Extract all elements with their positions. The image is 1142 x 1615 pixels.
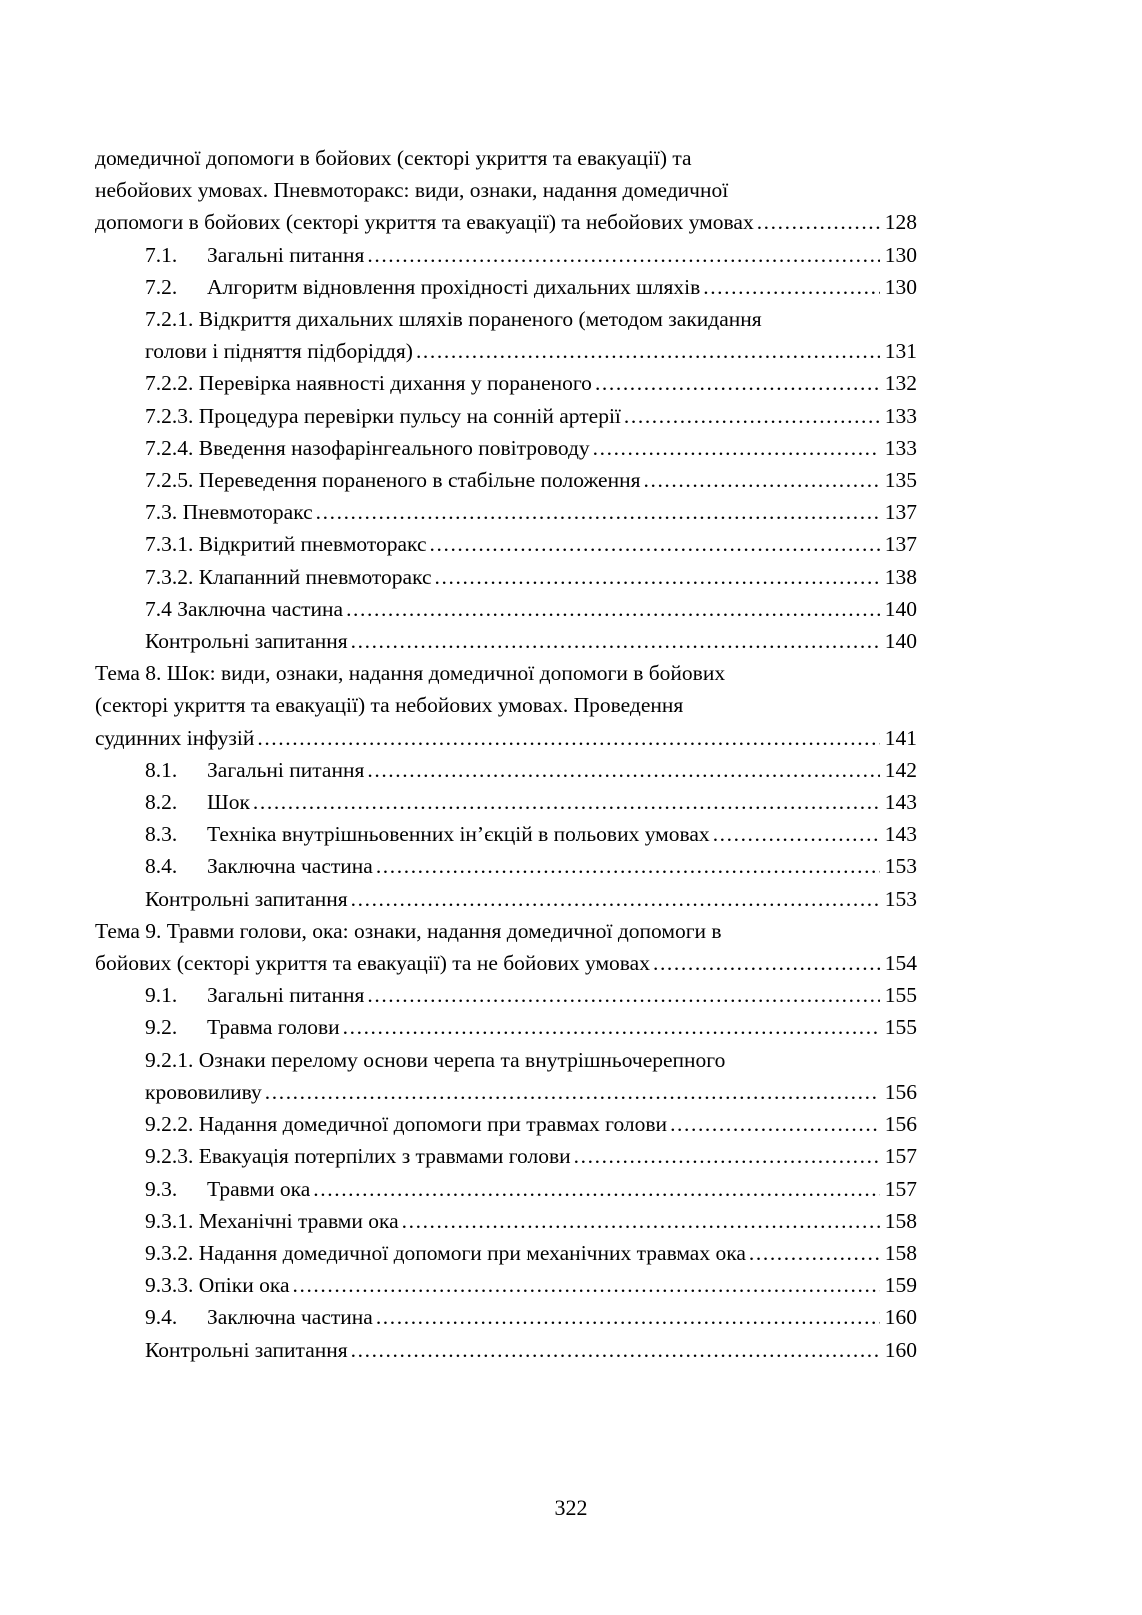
dot-leader [367, 239, 879, 271]
toc-entry-page: 155 [884, 983, 917, 1008]
toc-entry-page: 132 [884, 371, 917, 396]
toc-line [95, 1173, 917, 1205]
toc-entry-text: 7.3.1. Відкритий пневмоторакс [145, 532, 427, 557]
toc-entry-text: 7.2.5. Переведення пораненого в стабільне положення [145, 468, 641, 493]
toc-entry-number: 7.1. [145, 242, 178, 267]
toc-entry-text: Контрольні запитання [145, 886, 348, 911]
toc-entry-page: 133 [884, 435, 917, 460]
toc-entry-text: 7.2.2. Перевірка наявності дихання у пораненого [145, 371, 592, 396]
toc-entry-page: 137 [884, 532, 917, 557]
toc-entry-page: 140 [884, 596, 917, 621]
toc-entry-text: 7.4 Заключна частина [145, 596, 344, 621]
dot-leader [367, 754, 879, 786]
dot-leader [367, 979, 879, 1011]
toc-entry-number: 9.2. [145, 1015, 178, 1040]
toc-entry-page: 156 [884, 1079, 917, 1104]
toc-entry-page: 158 [884, 1240, 917, 1265]
toc-entry-text: Шок [207, 790, 250, 815]
toc-line [95, 1237, 917, 1269]
toc-entry-page: 135 [884, 468, 917, 493]
toc-entry-page: 157 [884, 1144, 917, 1169]
toc-entry-page: 133 [884, 403, 917, 428]
toc-entry-number: 7.2. [145, 274, 178, 299]
toc-line [95, 979, 917, 1011]
toc-line [95, 400, 917, 432]
toc-entry-page: 138 [884, 564, 917, 589]
toc-entry-text: 9.3.1. Механічні травми ока [145, 1208, 399, 1233]
toc-entry-number: 9.4. [145, 1305, 178, 1330]
toc-entry-page: 141 [884, 725, 917, 750]
toc-line [95, 367, 917, 399]
dot-leader [749, 1237, 880, 1269]
dot-leader [670, 1108, 880, 1140]
toc-entry-page: 160 [884, 1305, 917, 1330]
dot-leader [376, 1301, 880, 1333]
toc-entry-text: Контрольні запитання [145, 1337, 348, 1362]
toc-line [95, 142, 917, 174]
toc-line [95, 1334, 917, 1366]
toc-line [95, 1011, 917, 1043]
dot-leader [351, 1334, 880, 1366]
toc-line [95, 1108, 917, 1140]
dot-leader [595, 367, 880, 399]
toc-entry-number: 8.1. [145, 757, 178, 782]
dot-leader [703, 271, 880, 303]
toc-line [95, 1269, 917, 1301]
toc-entry-text: 7.2.1. Відкриття дихальних шляхів пораненого (методом закидання [145, 307, 762, 332]
dot-leader [402, 1205, 880, 1237]
dot-leader [574, 1140, 880, 1172]
toc-line [95, 206, 917, 238]
toc-line [95, 271, 917, 303]
toc-line [95, 496, 917, 528]
toc-entry-text: бойових (секторі укриття та евакуації) та не бойових умовах [95, 951, 650, 976]
toc-entry-text: 9.2.1. Ознаки перелому основи черепа та внутрішньочерепного [145, 1047, 726, 1072]
toc-entry-text: (секторі укриття та евакуації) та небойових умовах. Проведення [95, 693, 684, 718]
toc-entry-page: 131 [884, 339, 917, 364]
toc-entry-text: 7.3.2. Клапанний пневмоторакс [145, 564, 432, 589]
dot-leader [343, 1011, 880, 1043]
toc-entry-page: 153 [884, 886, 917, 911]
toc-line [95, 754, 917, 786]
toc-line [95, 1044, 917, 1076]
toc-entry-text: голови і підняття підборіддя) [145, 339, 413, 364]
toc-line [95, 561, 917, 593]
toc-entry-text: 9.3.2. Надання домедичної допомоги при механічних травмах ока [145, 1240, 746, 1265]
dot-leader [653, 947, 880, 979]
dot-leader [435, 561, 880, 593]
toc-entry-text: Заключна частина [207, 1305, 373, 1330]
toc-entry-page: 142 [884, 757, 917, 782]
dot-leader [253, 786, 880, 818]
toc-line [95, 464, 917, 496]
toc-entry-text: Загальні питання [207, 242, 365, 267]
toc-entry-page: 159 [884, 1273, 917, 1298]
toc-entry-page: 158 [884, 1208, 917, 1233]
toc-line [95, 335, 917, 367]
toc-line [95, 239, 917, 271]
toc-entry-page: 143 [884, 822, 917, 847]
toc-line [95, 850, 917, 882]
toc-line [95, 722, 917, 754]
toc-entry-text: Тема 8. Шок: види, ознаки, надання домедичної допомоги в бойових [95, 661, 726, 686]
toc-entry-page: 160 [884, 1337, 917, 1362]
toc-entry-number: 8.4. [145, 854, 178, 879]
toc-entry-page: 157 [884, 1176, 917, 1201]
page-number: 322 [554, 1495, 588, 1520]
toc-entry-text: судинних інфузій [95, 725, 255, 750]
toc-line [95, 1301, 917, 1333]
toc-entry-text: Заключна частина [207, 854, 373, 879]
toc-entry-text: Травма голови [207, 1015, 340, 1040]
toc-line [95, 915, 917, 947]
dot-leader [293, 1269, 880, 1301]
toc-entry-text: Загальні питання [207, 983, 365, 1008]
dot-leader [416, 335, 880, 367]
toc-line [95, 528, 917, 560]
toc-entry-page: 155 [884, 1015, 917, 1040]
toc-line [95, 657, 917, 689]
toc-entry-number: 9.1. [145, 983, 178, 1008]
toc-line [95, 786, 917, 818]
toc-entry-text: Алгоритм відновлення прохідності дихальних шляхів [207, 274, 701, 299]
toc-line [95, 432, 917, 464]
dot-leader [351, 625, 880, 657]
toc-entry-text: 9.3.3. Опіки ока [145, 1273, 290, 1298]
toc-entry-text: 7.2.3. Процедура перевірки пульсу на сонній артерії [145, 403, 621, 428]
toc-entry-page: 137 [884, 500, 917, 525]
dot-leader [593, 432, 880, 464]
toc-entry-text: 7.2.4. Введення назофарінгеального повітроводу [145, 435, 590, 460]
page-footer [0, 1495, 1142, 1521]
dot-leader [757, 206, 880, 238]
dot-leader [713, 818, 880, 850]
toc-entry-text: Тема 9. Травми голови, ока: ознаки, надання домедичної допомоги в [95, 918, 722, 943]
toc-line [95, 883, 917, 915]
table-of-contents [95, 142, 917, 1366]
toc-entry-text: 9.2.3. Евакуація потерпілих з травмами голови [145, 1144, 571, 1169]
toc-entry-number: 8.3. [145, 822, 178, 847]
toc-entry-text: Травми ока [207, 1176, 311, 1201]
toc-entry-text: Техніка внутрішньовенних ін’єкцій в польових умовах [207, 822, 710, 847]
toc-entry-page: 153 [884, 854, 917, 879]
toc-line [95, 689, 917, 721]
toc-entry-number: 9.3. [145, 1176, 178, 1201]
toc-entry-page: 140 [884, 629, 917, 654]
dot-leader [346, 593, 880, 625]
toc-entry-page: 156 [884, 1112, 917, 1137]
dot-leader [313, 1173, 879, 1205]
dot-leader [644, 464, 880, 496]
toc-entry-text: крововиливу [145, 1079, 262, 1104]
toc-entry-text: Загальні питання [207, 757, 365, 782]
toc-entry-text: 9.2.2. Надання домедичної допомоги при травмах голови [145, 1112, 668, 1137]
toc-line [95, 1076, 917, 1108]
dot-leader [257, 722, 879, 754]
toc-entry-text: допомоги в бойових (секторі укриття та евакуації) та небойових умовах [95, 210, 754, 235]
toc-entry-text: домедичної допомоги в бойових (секторі укриття та евакуації) та [95, 146, 692, 170]
toc-entry-page: 128 [884, 210, 917, 235]
toc-entry-page: 130 [884, 242, 917, 267]
toc-entry-number: 8.2. [145, 790, 178, 815]
toc-entry-text: небойових умовах. Пневмоторакс: види, ознаки, надання домедичної [95, 178, 729, 203]
dot-leader [624, 400, 880, 432]
toc-entry-text: 7.3. Пневмоторакс [145, 500, 313, 525]
dot-leader [351, 883, 880, 915]
dot-leader [430, 528, 880, 560]
toc-line [95, 947, 917, 979]
dot-leader [316, 496, 880, 528]
toc-line [95, 1140, 917, 1172]
toc-line [95, 1205, 917, 1237]
dot-leader [376, 850, 880, 882]
toc-line [95, 174, 917, 206]
toc-entry-page: 154 [884, 951, 917, 976]
toc-line [95, 818, 917, 850]
toc-entry-page: 143 [884, 790, 917, 815]
dot-leader [265, 1076, 880, 1108]
toc-line [95, 593, 917, 625]
toc-entry-text: Контрольні запитання [145, 629, 348, 654]
toc-line [95, 303, 917, 335]
toc-line [95, 625, 917, 657]
toc-entry-page: 130 [884, 274, 917, 299]
